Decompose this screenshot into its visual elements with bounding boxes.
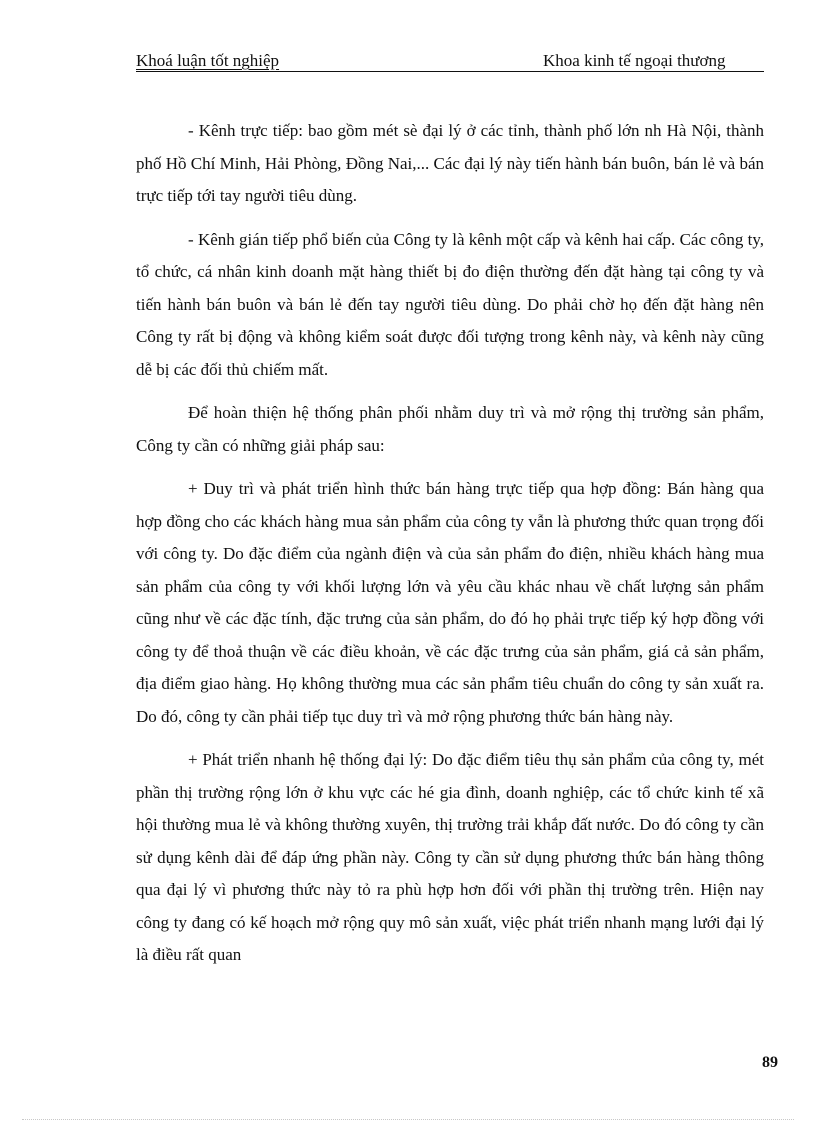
header-faculty-name: Khoa kinh tế ngoại thương <box>543 51 726 70</box>
paragraph-agent-network: + Phát triển nhanh hệ thống đại lý: Do đặc điểm tiêu thụ sản phẩm của công ty, mét phần thị trường rộng lớn ở khu vực các hé gia đình, doanh nghiệp, các tổ chức kinh tế xã hội thường mua lẻ và không thường xuyên, thị trường trải khắp đất nước. Do đó công ty cần sử dụng kênh dài để đáp ứng phần này. Công ty cần sử dụng phương thức bán hàng thông qua đại lý vì phương thức này tỏ ra phù hợp hơn đối với phần thị trường trên. Hiện nay công ty đang có kế hoạch mở rộng quy mô sản xuất, việc phát triển nhanh mạng lưới đại lý là điều rất quan <box>136 750 764 964</box>
paragraph-direct-channel: - Kênh trực tiếp: bao gồm mét sè đại lý ở các tỉnh, thành phố lớn nh Hà Nội, thành phố Hồ Chí Minh, Hải Phòng, Đồng Nai,... Các đại lý này tiến hành bán buôn, bán lẻ và bán trực tiếp tới tay người tiêu dùng. <box>136 121 764 205</box>
document-body <box>136 115 764 983</box>
page-bottom-divider <box>22 1119 794 1120</box>
paragraph-indirect-channel: - Kênh gián tiếp phổ biến của Công ty là kênh một cấp và kênh hai cấp. Các công ty, tổ chức, cá nhân kinh doanh mặt hàng thiết bị đo điện thường đến đặt hàng tại công ty và tiến hành bán buôn và bán lẻ đến tay người tiêu dùng. Do phải chờ họ đến đặt hàng nên Công ty rất bị động và không kiểm soát được đối tượng trong kênh này, và kênh này cũng dễ bị các đối thủ chiếm mất. <box>136 229 764 379</box>
paragraph-contract-sales: + Duy trì và phát triển hình thức bán hàng trực tiếp qua hợp đồng: Bán hàng qua hợp đồng cho các khách hàng mua sản phẩm của công ty vẫn là phương thức quan trọng đối với công ty. Do đặc điểm của ngành điện và của sản phẩm đo điện, nhiều khách hàng mua sản phẩm của công ty với khối lượng lớn và yêu cầu khác nhau về chất lượng sản phẩm cũng như về các đặc tính, đặc trưng của sản phẩm, do đó họ phải trực tiếp ký hợp đồng với công ty để thoả thuận về các điều khoản, về các đặc trưng của sản phẩm, giá cả sản phẩm, địa điểm giao hàng. Họ không thường mua các sản phẩm tiêu chuẩn do công ty sản xuất ra. Do đó, công ty cần phải tiếp tục duy trì và mở rộng phương thức bán hàng này. <box>136 479 764 726</box>
page-header <box>136 50 764 72</box>
page-number: 89 <box>762 1054 778 1071</box>
header-rule <box>136 71 764 72</box>
paragraph-solutions-intro: Để hoàn thiện hệ thống phân phối nhằm duy trì và mở rộng thị trường sản phẩm, Công ty cần có những giải pháp sau: <box>136 403 764 455</box>
header-thesis-title: Khoá luận tốt nghiệp <box>136 51 280 70</box>
